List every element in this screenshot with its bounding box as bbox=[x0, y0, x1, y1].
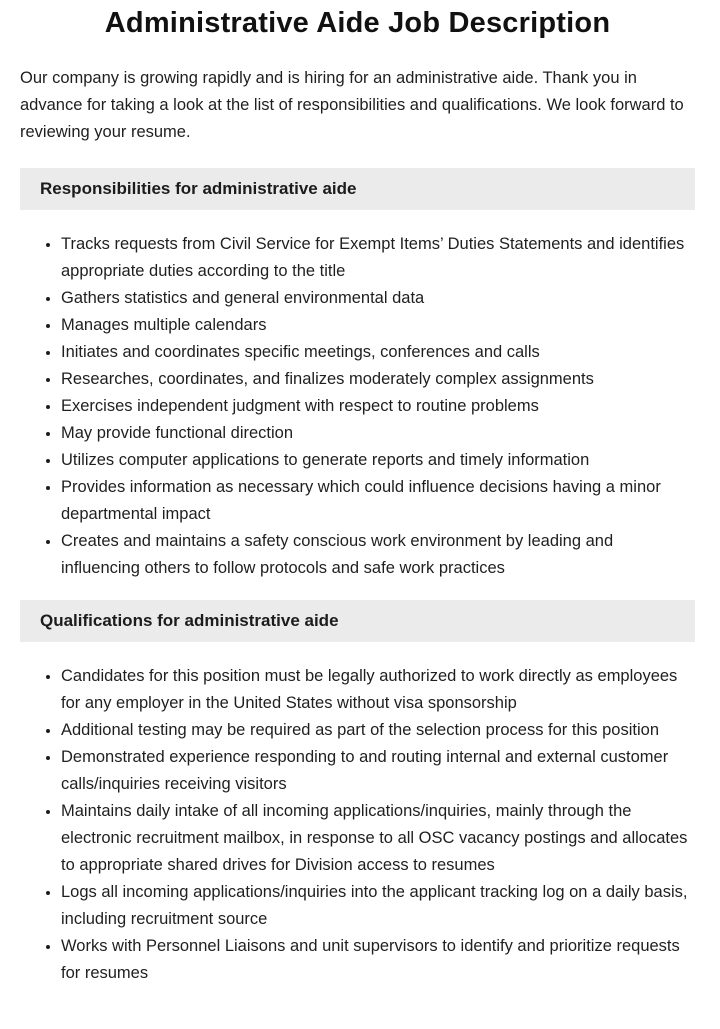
list-item: • Manages multiple calendars bbox=[61, 312, 695, 339]
list-item: • Utilizes computer applications to generate reports and timely information bbox=[61, 447, 695, 474]
responsibilities-section-heading: Responsibilities for administrative aide bbox=[20, 168, 695, 210]
list-item: • Initiates and coordinates specific meetings, conferences and calls bbox=[61, 339, 695, 366]
list-item: • Exercises independent judgment with respect to routine problems bbox=[61, 393, 695, 420]
list-item: • May provide functional direction bbox=[61, 420, 695, 447]
list-item: • Candidates for this position must be legally authorized to work directly as employees for any employer in the United States without visa sponsorship bbox=[61, 663, 695, 717]
list-item: • Additional testing may be required as part of the selection process for this position bbox=[61, 717, 695, 744]
list-item: • Maintains daily intake of all incoming applications/inquiries, mainly through the electronic recruitment mailbox, in response to all OSC vacancy postings and allocates to appropriate shared drives for Division access to resumes bbox=[61, 798, 695, 879]
list-item: • Gathers statistics and general environmental data bbox=[61, 285, 695, 312]
responsibilities-list bbox=[20, 231, 695, 582]
qualifications-list bbox=[20, 663, 695, 987]
list-item: • Demonstrated experience responding to and routing internal and external customer calls/inquiries receiving visitors bbox=[61, 744, 695, 798]
list-item: • Tracks requests from Civil Service for Exempt Items’ Duties Statements and identifies appropriate duties according to the title bbox=[61, 231, 695, 285]
qualifications-section-heading: Qualifications for administrative aide bbox=[20, 600, 695, 642]
list-item: • Works with Personnel Liaisons and unit supervisors to identify and prioritize requests for resumes bbox=[61, 933, 695, 987]
list-item: • Logs all incoming applications/inquiries into the applicant tracking log on a daily basis, including recruitment source bbox=[61, 879, 695, 933]
intro-paragraph: Our company is growing rapidly and is hiring for an administrative aide. Thank you in advance for taking a look at the list of responsibilities and qualifications. We look forward to reviewing your resume. bbox=[20, 68, 684, 141]
list-item: • Creates and maintains a safety conscious work environment by leading and influencing others to follow protocols and safe work practices bbox=[61, 528, 695, 582]
page-title: Administrative Aide Job Description bbox=[104, 7, 611, 39]
list-item: • Researches, coordinates, and finalizes moderately complex assignments bbox=[61, 366, 695, 393]
qualifications-section bbox=[20, 600, 695, 987]
responsibilities-section bbox=[20, 168, 695, 582]
list-item: • Provides information as necessary which could influence decisions having a minor departmental impact bbox=[61, 474, 695, 528]
